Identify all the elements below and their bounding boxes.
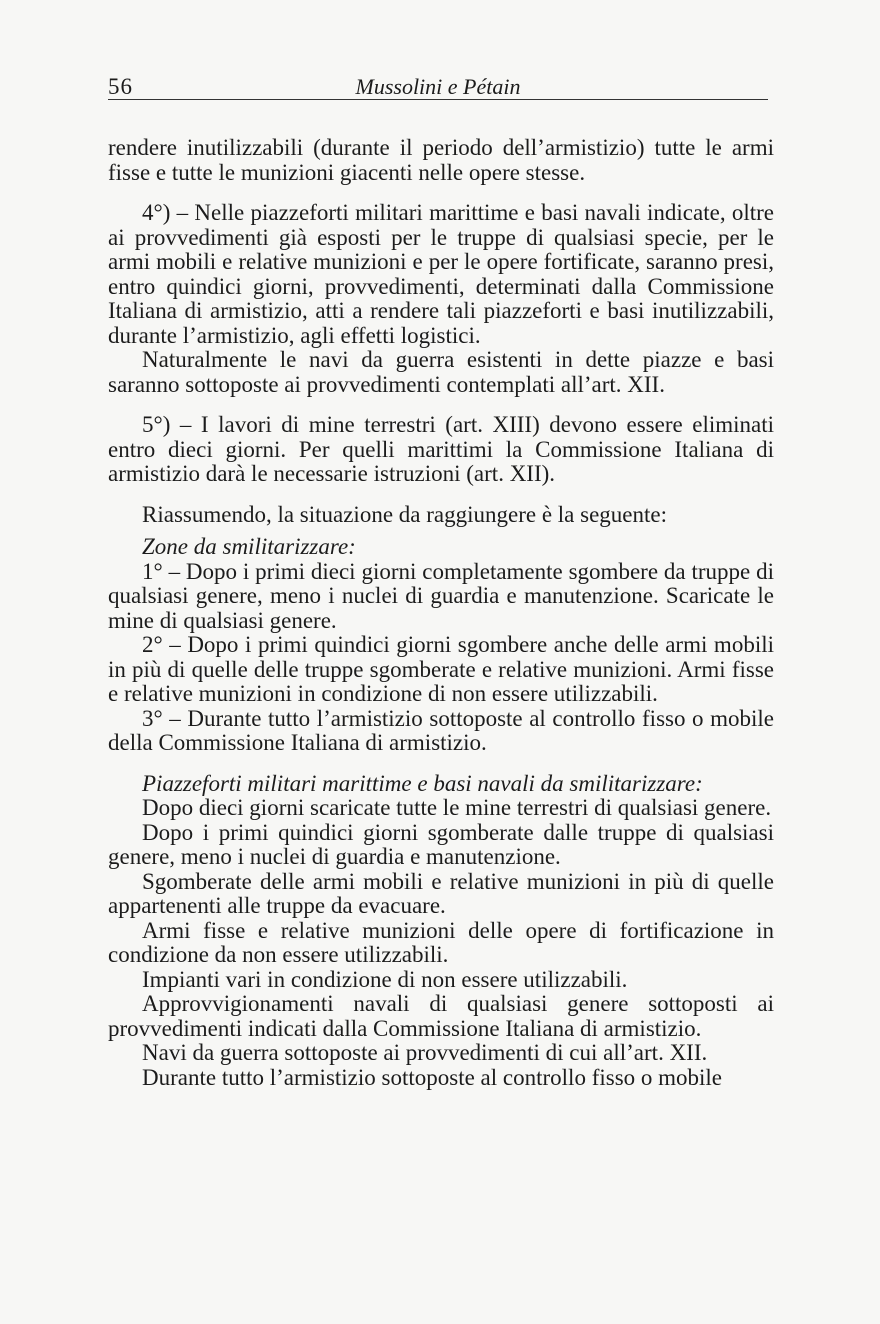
- list-item-zone-2: 2° – Dopo i primi quindici giorni sgombere anche delle armi mobili in più di quelle delle truppe sgomberate e relative munizioni. Armi fisse e relative munizioni in condizione di non essere utilizzabili.: [108, 632, 774, 706]
- paragraph-mine-terrestri: Dopo dieci giorni scaricate tutte le mine terrestri di qualsiasi genere.: [142, 795, 772, 820]
- paragraph-navi-art-xii: Navi da guerra sottoposte ai provvedimenti di cui all’art. XII.: [142, 1040, 708, 1065]
- paragraph-continuation: rendere inutilizzabili (durante il periodo dell’armistizio) tutte le armi fisse e tutte le munizioni giacenti nelle opere stesse.: [108, 135, 774, 185]
- paragraph-controllo-fisso: Durante tutto l’armistizio sottoposte al controllo fisso o mobile: [142, 1064, 723, 1090]
- paragraph-point-4: 4°) – Nelle piazzeforti militari marittime e basi navali indicate, oltre ai provvedimenti già esposti per le truppe di qualsiasi specie, per le armi mobili e relative munizioni e per le opere fortificate, saranno presi, entro quindici giorni, provvedimenti, determinati dalla Commissione Italiana di armistizio, atti a rendere tali piazzeforti e basi inutilizzabili, durante l’armistizio, agli effetti logistici.: [108, 200, 774, 348]
- body-text: [108, 136, 774, 1090]
- list-item-zone-3: 3° – Durante tutto l’armistizio sottoposte al controllo fisso o mobile della Commissione Italiana di armistizio.: [108, 705, 774, 755]
- header-rule: [108, 99, 768, 100]
- page-number: 56: [108, 74, 133, 99]
- paragraph-armi-fisse: Armi fisse e relative munizioni delle opere di fortificazione in condizione da non essere utilizzabili.: [108, 917, 774, 967]
- paragraph-approvvigionamenti: Approvvigionamenti navali di qualsiasi genere sottoposti ai provvedimenti indicati dalla Commissione Italiana di armistizio.: [108, 991, 774, 1041]
- paragraph-impianti: Impianti vari in condizione di non essere utilizzabili.: [142, 966, 628, 992]
- page-header: [108, 70, 768, 102]
- paragraph-navi-da-guerra: Naturalmente le navi da guerra esistenti in dette piazze e basi saranno sottoposte ai provvedimenti contemplati all’art. XII.: [108, 347, 774, 397]
- paragraph-riassumendo: Riassumendo, la situazione da raggiungere è la seguente:: [142, 501, 667, 527]
- paragraph-sgomberate-armi: Sgomberate delle armi mobili e relative munizioni in più di quelle appartenenti alle truppe da evacuare.: [108, 868, 774, 918]
- paragraph-sgomberate-truppe: Dopo i primi quindici giorni sgomberate dalle truppe di qualsiasi genere, meno i nuclei di guardia e manutenzione.: [108, 819, 774, 869]
- list-item-zone-1: 1° – Dopo i primi dieci giorni completamente sgombere da truppe di qualsiasi genere, meno i nuclei di guardia e manutenzione. Scaricate le mine di qualsiasi genere.: [108, 558, 774, 633]
- running-title: Mussolini e Pétain: [355, 74, 521, 99]
- subheading-piazzeforti: Piazzeforti militari marittime e basi navali da smilitarizzare:: [142, 770, 703, 796]
- paragraph-point-5: 5°) – I lavori di mine terrestri (art. XIII) devono essere eliminati entro dieci giorni. Per quelli marittimi la Commissione Italiana di armistizio darà le necessarie istruzioni (art. XII).: [108, 412, 774, 486]
- subheading-zone-da-smilitarizzare: Zone da smilitarizzare:: [142, 534, 356, 559]
